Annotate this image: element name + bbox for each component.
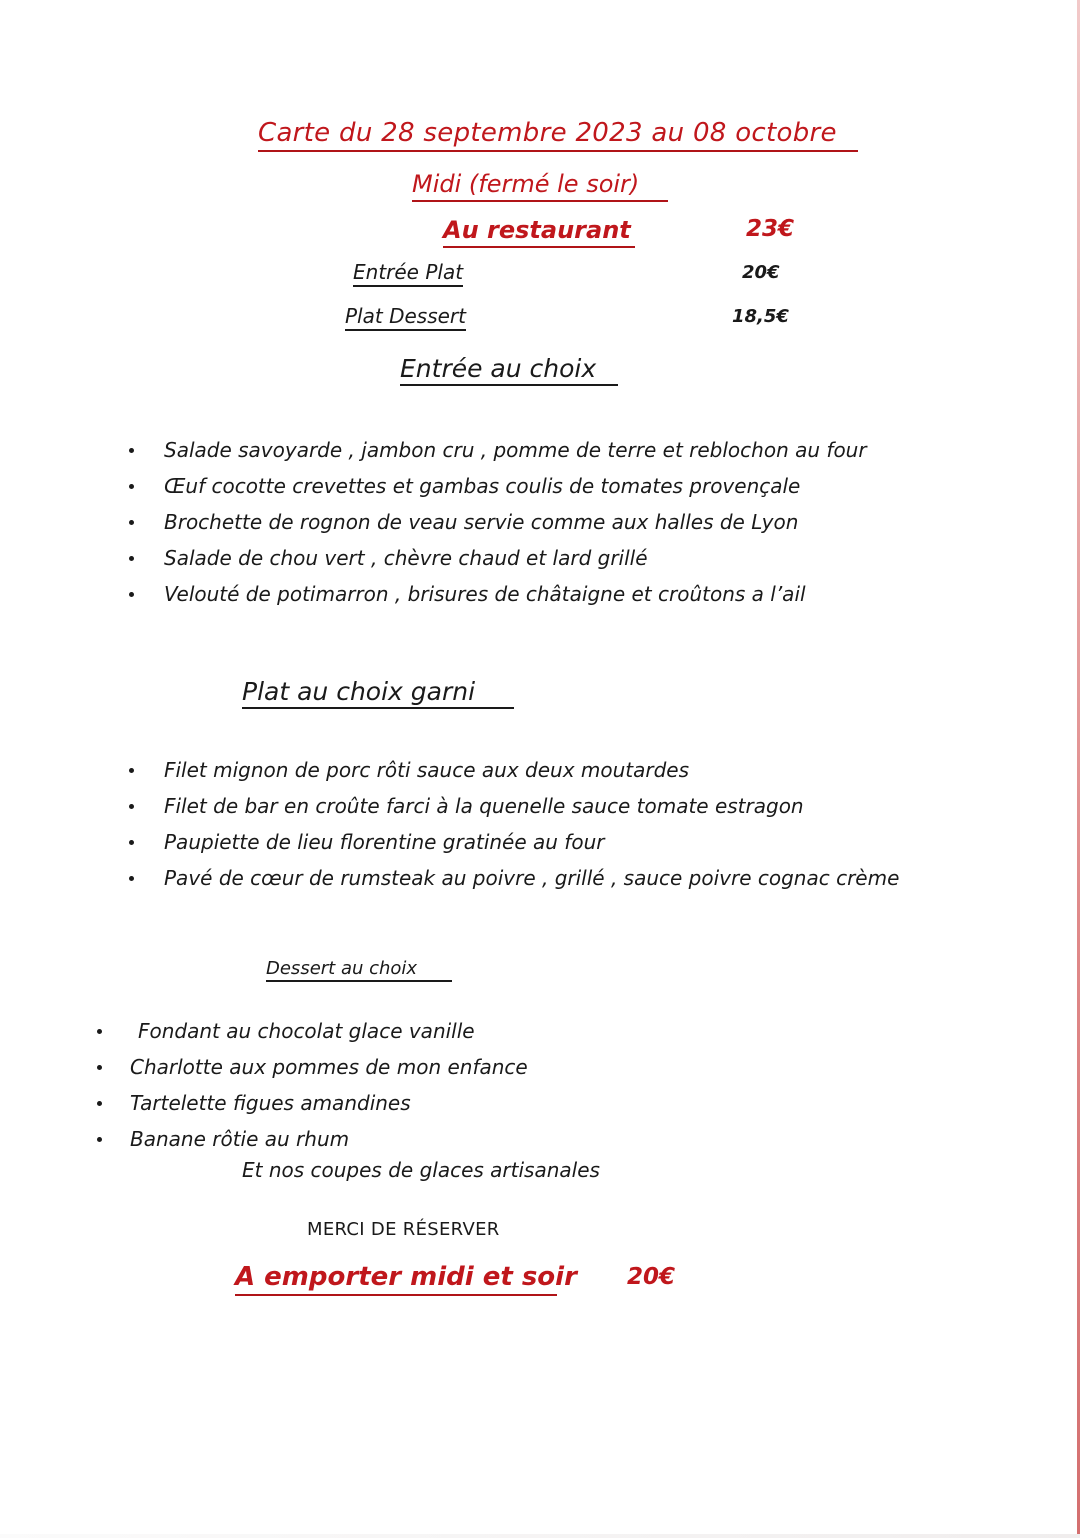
entree-heading: Entrée au choix	[400, 354, 618, 386]
list-item: Filet mignon de porc rôti sauce aux deux moutardes	[164, 752, 899, 788]
formula-plat-dessert-price: 18,5€	[732, 306, 789, 327]
menu-title: Carte du 28 septembre 2023 au 08 octobre	[258, 118, 858, 152]
list-item: Salade de chou vert , chèvre chaud et lard grillé	[164, 540, 867, 576]
takeaway-label: A emporter midi et soir	[235, 1262, 557, 1296]
entree-list	[164, 432, 867, 612]
list-item: Banane rôtie au rhum	[130, 1121, 528, 1157]
dessert-heading: Dessert au choix	[266, 958, 452, 982]
dessert-list	[130, 1013, 528, 1157]
plat-heading: Plat au choix garni	[242, 677, 514, 709]
list-item: Tartelette figues amandines	[130, 1085, 528, 1121]
restaurant-label: Au restaurant	[443, 216, 635, 248]
list-item: Salade savoyarde , jambon cru , pomme de terre et reblochon au four	[164, 432, 867, 468]
bullet	[129, 804, 134, 809]
bullet	[129, 556, 134, 561]
restaurant-price: 23€	[746, 216, 795, 242]
list-item: Pavé de cœur de rumsteak au poivre , grillé , sauce poivre cognac crème	[164, 860, 899, 896]
list-item: Fondant au chocolat glace vanille	[130, 1013, 528, 1049]
list-item: Charlotte aux pommes de mon enfance	[130, 1049, 528, 1085]
bullet	[97, 1137, 102, 1142]
formula-entree-plat: Entrée Plat	[353, 260, 463, 287]
bullet	[97, 1029, 102, 1034]
list-item: Filet de bar en croûte farci à la quenelle sauce tomate estragon	[164, 788, 899, 824]
bullet	[97, 1065, 102, 1070]
bullet	[129, 484, 134, 489]
bullet	[129, 448, 134, 453]
bullet	[129, 520, 134, 525]
reserve-note: MERCI DE RÉSERVER	[307, 1219, 500, 1240]
list-item: Velouté de potimarron , brisures de châtaigne et croûtons a l’ail	[164, 576, 867, 612]
bullet	[129, 768, 134, 773]
page-edge-bottom	[0, 1534, 1080, 1538]
takeaway-price: 20€	[627, 1264, 676, 1290]
bullet	[129, 592, 134, 597]
list-item: Paupiette de lieu florentine gratinée au four	[164, 824, 899, 860]
formula-entree-plat-price: 20€	[742, 262, 780, 283]
bullet	[97, 1101, 102, 1106]
list-item: Brochette de rognon de veau servie comme aux halles de Lyon	[164, 504, 867, 540]
menu-subtitle: Midi (fermé le soir)	[412, 170, 668, 202]
list-item: Œuf cocotte crevettes et gambas coulis de tomates provençale	[164, 468, 867, 504]
bullet	[129, 876, 134, 881]
plat-list	[164, 752, 899, 896]
bullet	[129, 840, 134, 845]
dessert-extra: Et nos coupes de glaces artisanales	[242, 1158, 600, 1182]
formula-plat-dessert: Plat Dessert	[345, 304, 466, 331]
